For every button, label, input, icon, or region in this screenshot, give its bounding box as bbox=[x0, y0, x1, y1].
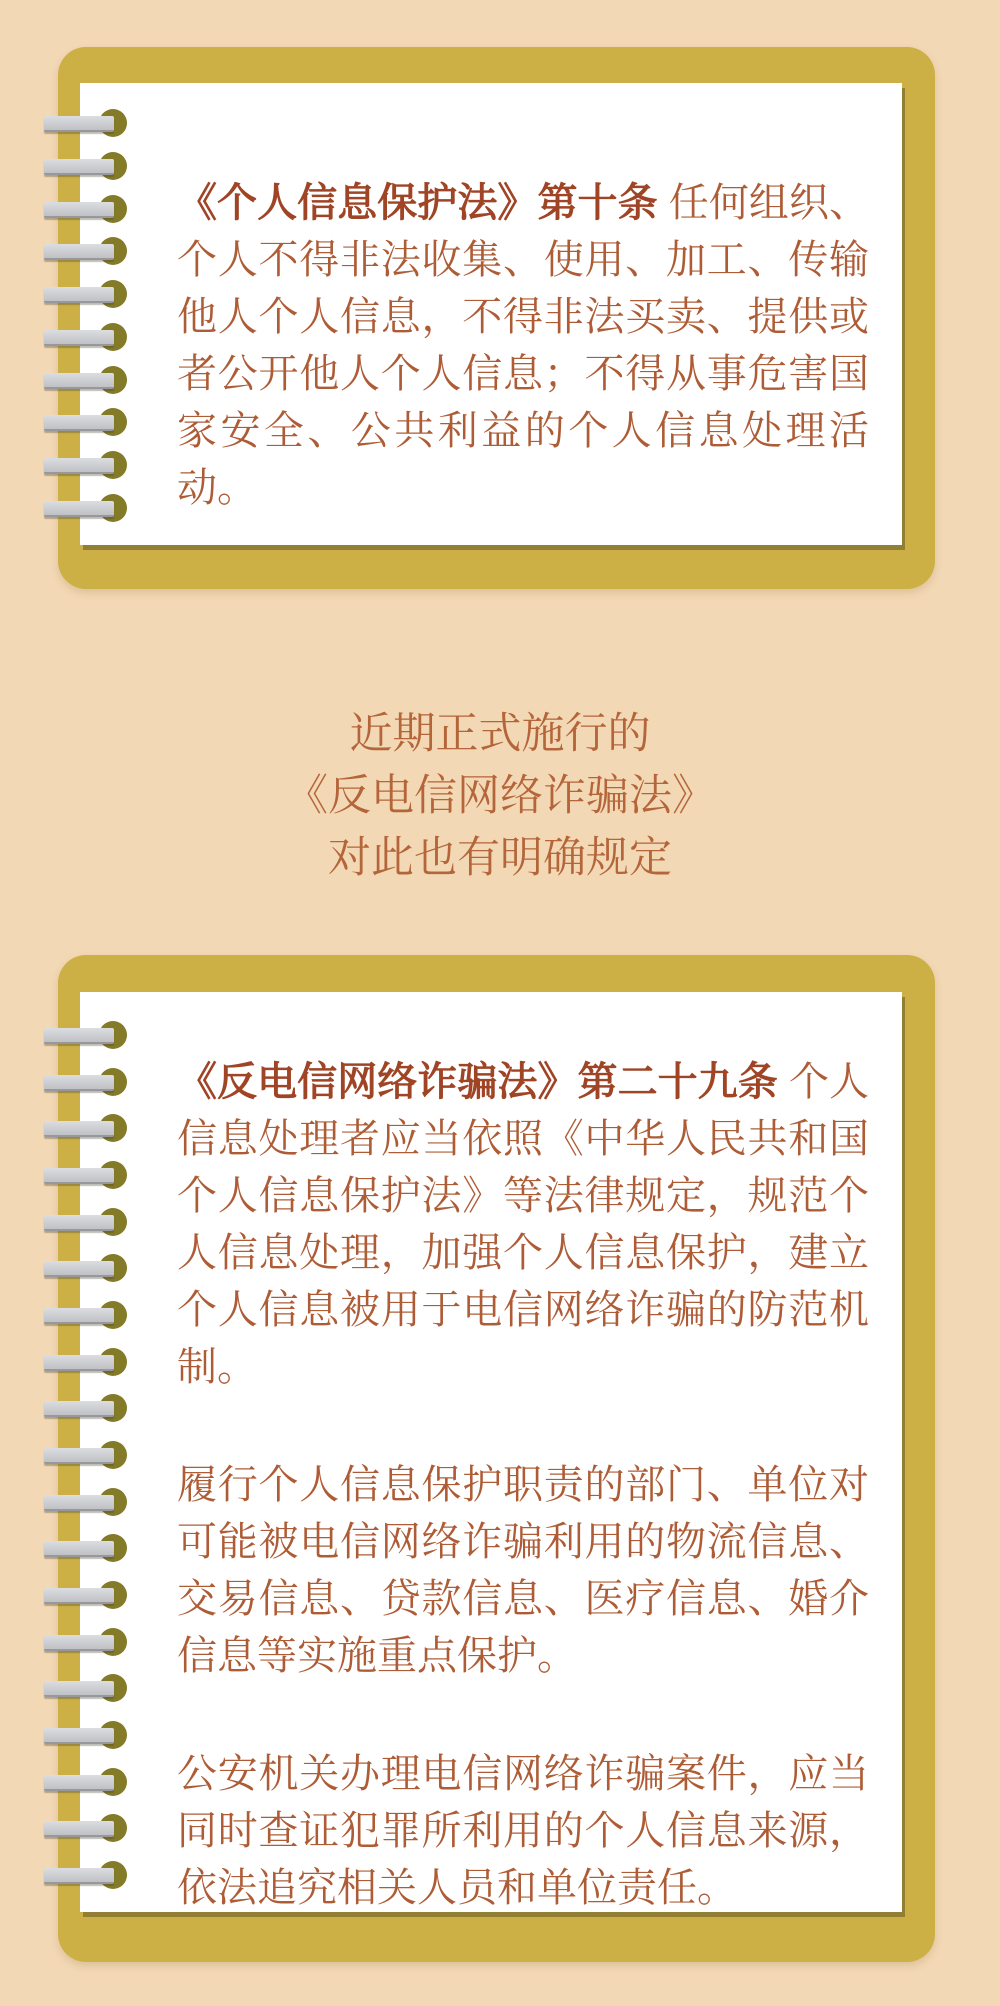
law-article-number: 《个人信息保护法》第十条 bbox=[177, 181, 658, 225]
notebook-card-anti-fraud-law bbox=[58, 955, 935, 1962]
interlude-line-1: 近期正式施行的 bbox=[349, 710, 651, 758]
law-article-number: 《反电信网络诈骗法》第二十九条 bbox=[177, 1060, 778, 1104]
law-article-body: 个人信息处理者应当依照《中华人民共和国个人信息保护法》等法律规定，规范个人信息处理，加强个人信息保护，建立个人信息被用于电信网络诈骗的防范机制。 bbox=[177, 1060, 869, 1389]
notebook-page bbox=[80, 992, 902, 1912]
anti-fraud-law-article-text bbox=[177, 1054, 869, 1917]
interlude-line-3: 对此也有明确规定 bbox=[328, 834, 672, 882]
law-paragraph bbox=[177, 1054, 869, 1396]
interlude-text bbox=[0, 703, 1000, 889]
personal-info-law-article-text bbox=[177, 175, 869, 517]
notebook-page bbox=[80, 83, 902, 545]
law-paragraph bbox=[177, 1457, 869, 1685]
law-article-body: 履行个人信息保护职责的部门、单位对可能被电信网络诈骗利用的物流信息、交易信息、贷款信息、医疗信息、婚介信息等实施重点保护。 bbox=[177, 1463, 869, 1678]
law-paragraph bbox=[177, 175, 869, 517]
interlude-line-2: 《反电信网络诈骗法》 bbox=[285, 772, 715, 820]
notebook-card-personal-info-law bbox=[58, 47, 935, 589]
law-article-body: 公安机关办理电信网络诈骗案件，应当同时查证犯罪所利用的个人信息来源，依法追究相关人员和单位责任。 bbox=[177, 1752, 869, 1910]
law-paragraph bbox=[177, 1746, 869, 1917]
law-article-body: 任何组织、个人不得非法收集、使用、加工、传输他人个人信息，不得非法买卖、提供或者公开他人个人信息；不得从事危害国家安全、公共利益的个人信息处理活动。 bbox=[177, 181, 869, 510]
